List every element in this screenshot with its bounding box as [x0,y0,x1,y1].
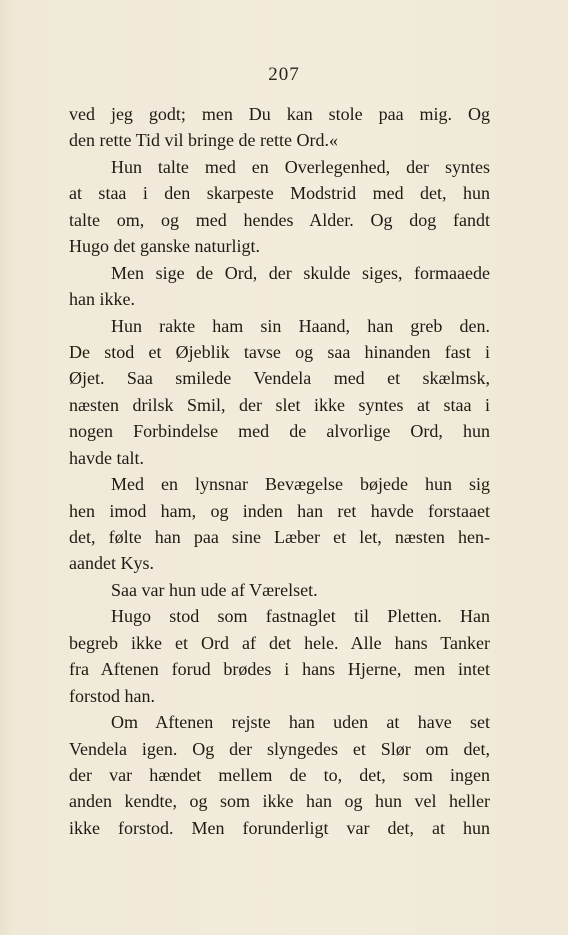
text-line: aandet Kys. [69,553,154,574]
text-line: Hugo stod som fastnaglet til Pletten. Han [111,606,490,627]
text-line: Men sige de Ord, der skulde siges, formaaede [111,262,490,283]
text-line: det, følte han paa sine Læber et let, næsten hen- [69,527,490,547]
text-line: forstod han. [69,685,155,706]
text-line: ikke forstod. Men forunderligt var det, at hun [69,817,490,838]
page-number: 207 [268,64,300,85]
text-line: Saa var hun ude af Værelset. [111,579,318,600]
text-line: at staa i den skarpeste Modstrid med det, hun [69,183,490,204]
text-line: Med en lynsnar Bevægelse bøjede hun sig [111,474,490,495]
text-line: næsten drilsk Smil, der slet ikke syntes at staa i [69,394,490,415]
text-line: hen imod ham, og inden han ret havde forstaaet [69,500,490,521]
text-line: havde talt. [69,447,144,468]
text-line: talte om, og med hendes Alder. Og dog fandt [69,209,490,230]
text-line: Hun talte med en Overlegenhed, der syntes [111,156,490,177]
text-line: begreb ikke et Ord af det hele. Alle hans Tanker [69,632,490,653]
text-line: anden kendte, og som ikke han og hun vel heller [69,791,490,812]
text-line: der var hændet mellem de to, det, som ingen [69,764,490,785]
text-line: Om Aftenen rejste han uden at have set [111,712,490,733]
text-line: Hun rakte ham sin Haand, han greb den. [111,315,490,336]
text-line: ved jeg godt; men Du kan stole paa mig. Og [69,104,490,124]
body-text [69,101,490,841]
text-line: Vendela igen. Og der slyngedes et Slør om det, [69,738,490,759]
text-line: fra Aftenen forud brødes i hans Hjerne, men intet [69,659,490,680]
text-line: nogen Forbindelse med de alvorlige Ord, hun [69,421,490,442]
text-line: han ikke. [69,289,135,310]
text-line: Øjet. Saa smilede Vendela med et skælmsk, [69,368,490,389]
text-line: den rette Tid vil bringe de rette Ord.« [69,130,338,151]
text-line: Hugo det ganske naturligt. [69,236,260,257]
text-line: De stod et Øjeblik tavse og saa hinanden fast i [69,341,490,362]
